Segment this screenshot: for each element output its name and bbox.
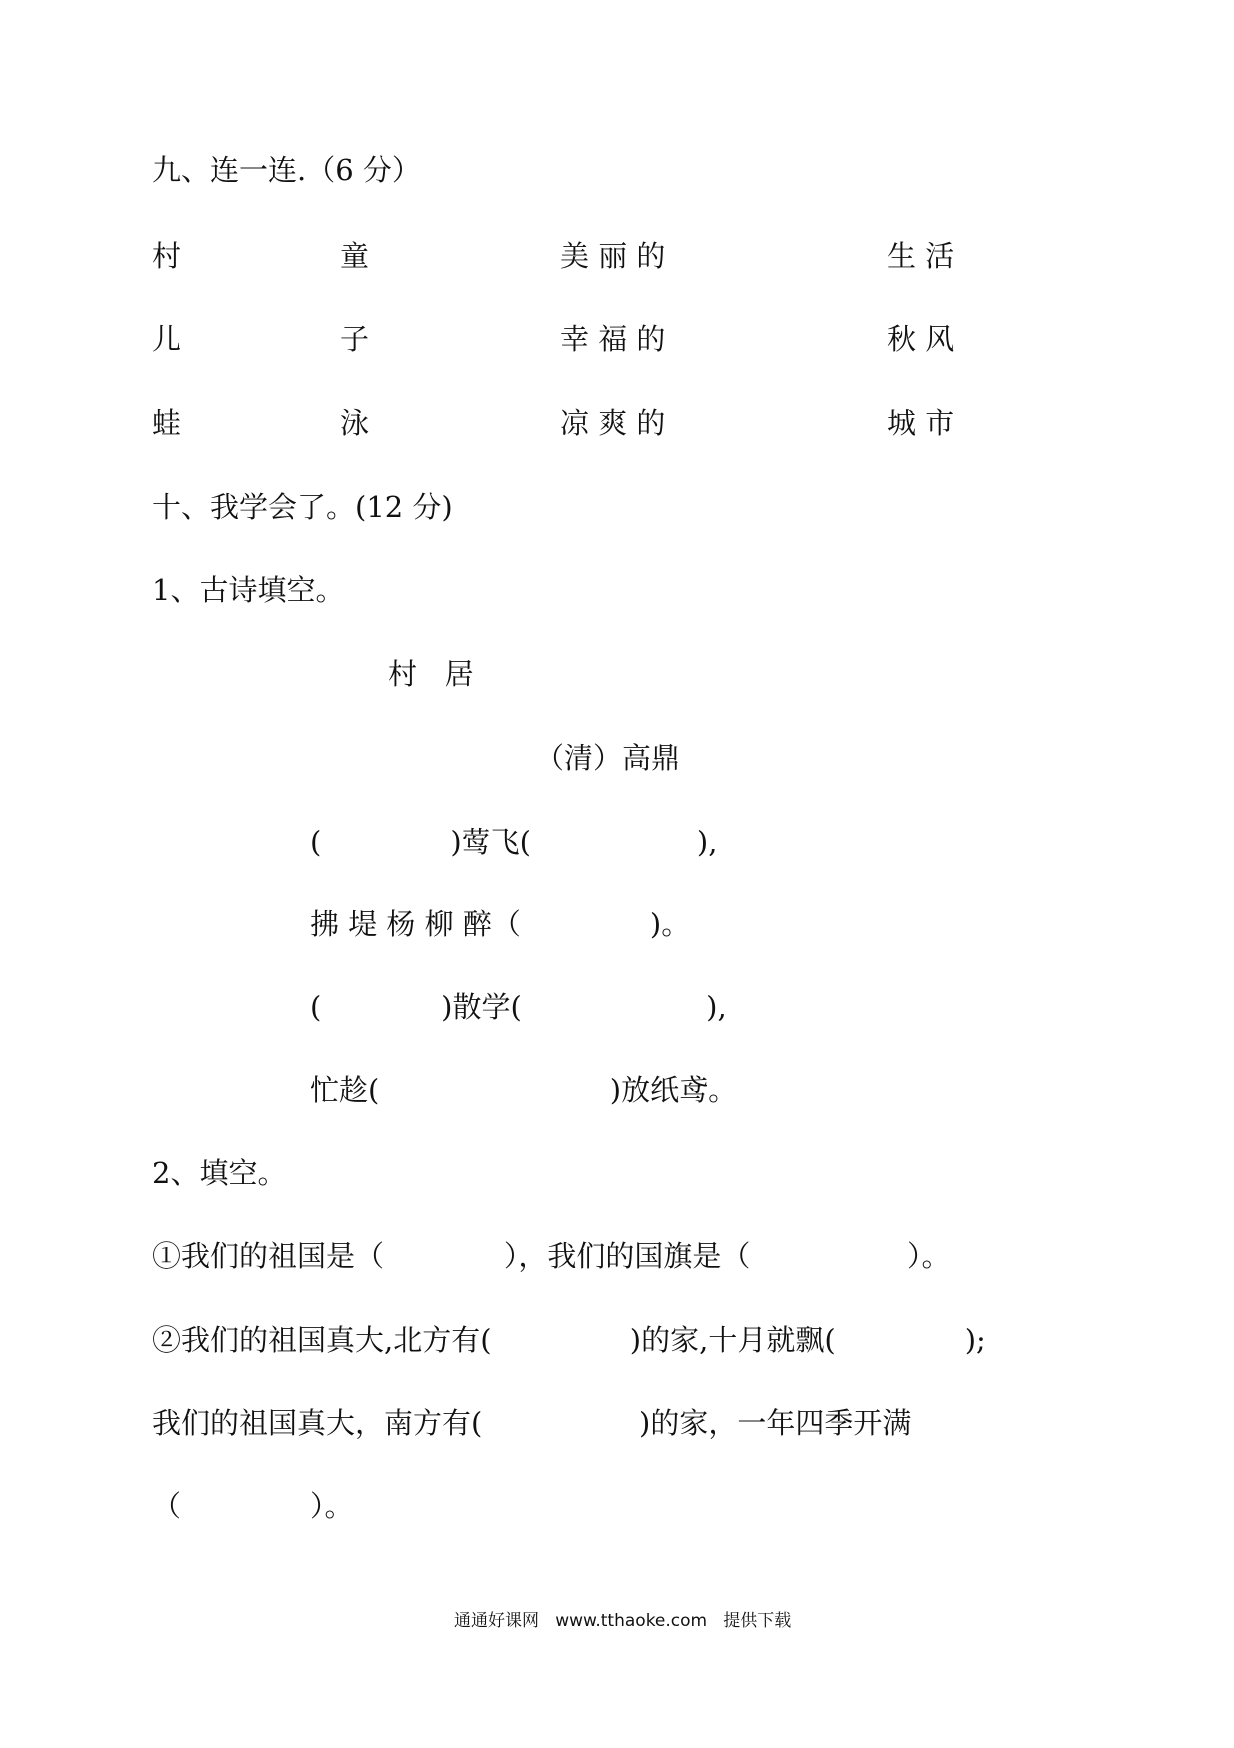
poem-line-4: 忙趁( )放纸鸢。 — [310, 1073, 738, 1107]
q2-line-1: ①我们的祖国是（ ），我们的国旗是（ ）。 — [152, 1239, 951, 1273]
match-col-b: 子 — [340, 322, 370, 356]
match-col-a: 村 — [152, 239, 182, 273]
match-col-b: 童 — [340, 239, 370, 273]
match-row-1 — [0, 236, 1234, 276]
q2-title: 2、填空。 — [152, 1156, 287, 1190]
section-10-title: 十、我学会了。(12 分) — [152, 490, 453, 524]
match-row-2 — [0, 319, 1234, 359]
match-row-3 — [0, 403, 1234, 443]
poem-author: （清）高鼎 — [535, 741, 681, 775]
match-col-d: 生 活 — [887, 239, 955, 273]
match-col-d: 秋 风 — [887, 322, 955, 356]
q1-title: 1、古诗填空。 — [152, 573, 345, 607]
poem-title: 村 居 — [388, 657, 474, 691]
match-col-d: 城 市 — [887, 406, 955, 440]
match-col-c: 美 丽 的 — [560, 239, 666, 273]
match-col-c: 凉 爽 的 — [560, 406, 666, 440]
match-col-a: 蛙 — [152, 406, 182, 440]
q2-line-4: （ ）。 — [152, 1489, 354, 1523]
poem-line-3: ( )散学( ), — [310, 990, 727, 1024]
match-col-a: 儿 — [152, 322, 182, 356]
poem-line-1: ( )莺飞( ), — [310, 825, 718, 859]
poem-line-2: 拂 堤 杨 柳 醉（ )。 — [310, 907, 691, 941]
match-col-c: 幸 福 的 — [560, 322, 666, 356]
match-col-b: 泳 — [340, 406, 370, 440]
page-footer: 通通好课网 www.tthaoke.com 提供下载 — [454, 1611, 792, 1631]
q2-line-2: ②我们的祖国真大,北方有( )的家,十月就飘( ); — [152, 1323, 986, 1357]
q2-line-3: 我们的祖国真大，南方有( )的家，一年四季开满 — [152, 1406, 912, 1440]
section-9-title: 九、连一连.（6 分） — [152, 153, 421, 187]
